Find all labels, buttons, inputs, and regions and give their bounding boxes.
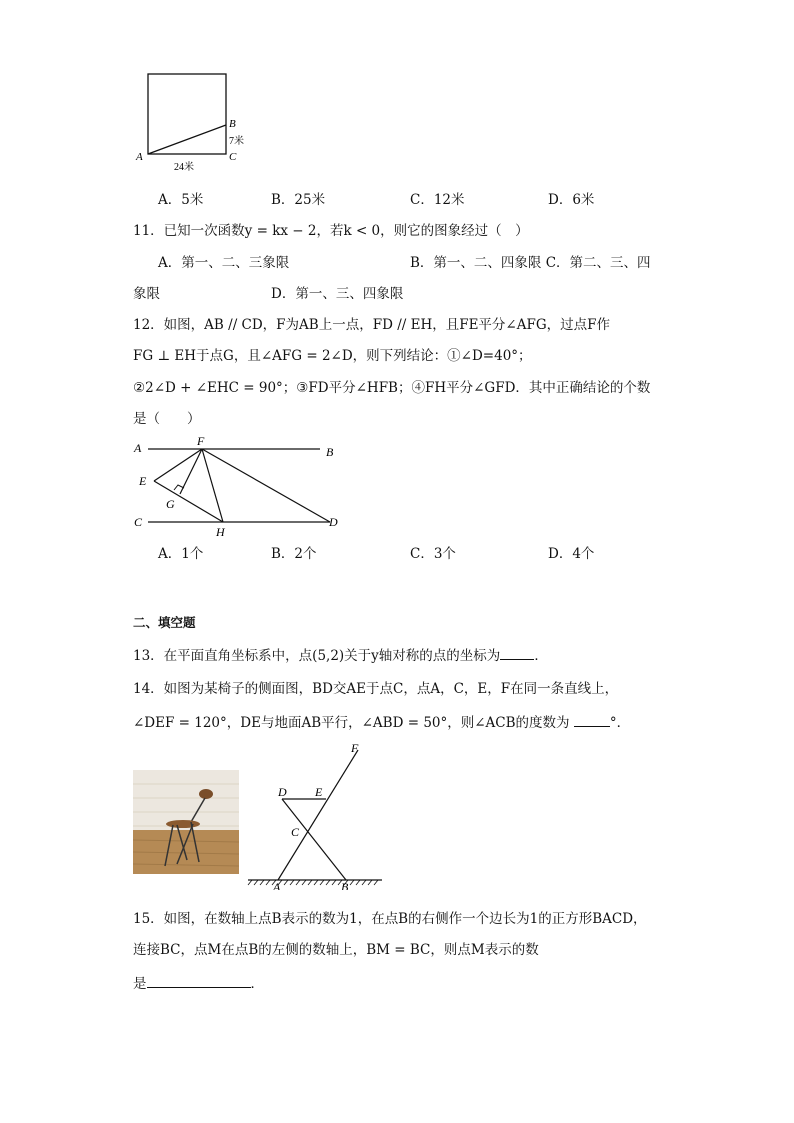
fig12-label-e: E bbox=[139, 474, 147, 488]
q12-option-a: A．1个 bbox=[158, 546, 204, 562]
fig12-label-h: H bbox=[216, 525, 225, 539]
section-fill-in: 二、填空题 bbox=[133, 615, 196, 630]
q15-text: 是 bbox=[133, 976, 147, 992]
q10-option-b: B．25米 bbox=[271, 192, 326, 208]
chair-photo bbox=[133, 770, 239, 874]
q14-figure bbox=[246, 740, 386, 890]
q12-option-b: B．2个 bbox=[271, 546, 317, 562]
q13-answer-blank[interactable] bbox=[500, 645, 534, 660]
q10-option-c: C．12米 bbox=[410, 192, 465, 208]
fig14-label-b: B bbox=[341, 880, 349, 890]
q14-line-1: 14．如图为某椅子的侧面图，BD交AE于点C，点A，C，E，F在同一条直线上， bbox=[133, 681, 619, 697]
fig14-label-e: E bbox=[315, 785, 323, 799]
q13-text: 13．在平面直角坐标系中，点(5,2)关于y轴对称的点的坐标为 bbox=[133, 648, 501, 664]
q11-option-c-cont: 象限 bbox=[133, 286, 160, 302]
q12-figure bbox=[130, 432, 350, 544]
q11-stem: 11．已知一次函数y = kx − 2，若k < 0，则它的图象经过（ ） bbox=[133, 223, 529, 239]
q10-option-a: A．5米 bbox=[158, 192, 204, 208]
q14-text: ∠DEF = 120°，DE与地面AB平行，∠ABD = 50°，则∠ACB的度数为 bbox=[133, 715, 574, 731]
q12-line-2: FG ⊥ EH于点G，且∠AFG = 2∠D，则下列结论：①∠D=40°； bbox=[133, 348, 532, 364]
q12-line-4: 是（ ） bbox=[133, 411, 201, 427]
q14-answer-blank[interactable] bbox=[574, 712, 610, 727]
fig14-label-c: C bbox=[291, 825, 300, 839]
fig12-label-b: B bbox=[326, 445, 334, 459]
fig14-label-f: F bbox=[351, 741, 359, 755]
fig12-label-f: F bbox=[197, 434, 205, 448]
q15-line-2: 连接BC，点M在点B的左侧的数轴上，BM = BC，则点M表示的数 bbox=[133, 942, 539, 958]
q12-option-c: C．3个 bbox=[410, 546, 456, 562]
fig12-label-d: D bbox=[329, 515, 338, 529]
q10-figure bbox=[130, 70, 250, 175]
q15-line-3 bbox=[133, 973, 264, 993]
q14-end: °． bbox=[609, 715, 631, 731]
fig10-label-bc: 7米 bbox=[229, 136, 244, 147]
fig10-label-c: C bbox=[229, 151, 237, 163]
q15-line-1: 15．如图，在数轴上点B表示的数为1，在点B的右侧作一个边长为1的正方形BACD， bbox=[133, 911, 647, 927]
fig14-label-a: A bbox=[273, 880, 281, 890]
fig12-label-a: A bbox=[134, 441, 142, 455]
q13-end: ． bbox=[534, 648, 548, 664]
fig10-label-a: A bbox=[136, 151, 143, 163]
fig10-label-b: B bbox=[229, 118, 236, 130]
q11-option-bc: B．第一、二、四象限 C．第二、三、四 bbox=[410, 255, 651, 271]
q12-line-3: ②2∠D + ∠EHC = 90°；③FD平分∠HFB；④FH平分∠GFD．其中正确结论的个数 bbox=[133, 380, 651, 396]
fig12-label-c: C bbox=[134, 515, 143, 529]
fig14-label-d: D bbox=[278, 785, 287, 799]
q11-option-d: D．第一、三、四象限 bbox=[271, 286, 404, 302]
q12-line-1: 12．如图，AB // CD，F为AB上一点，FD // EH，且FE平分∠AFG，过点F作 bbox=[133, 317, 611, 333]
fig12-label-g: G bbox=[166, 497, 175, 511]
q10-option-d: D．6米 bbox=[548, 192, 595, 208]
q11-option-a: A．第一、二、三象限 bbox=[158, 255, 290, 271]
q13-line bbox=[133, 645, 548, 665]
q14-line-2 bbox=[133, 712, 630, 732]
q15-end: ． bbox=[250, 976, 264, 992]
fig10-label-ac: 24米 bbox=[174, 162, 194, 173]
q15-answer-blank[interactable] bbox=[147, 973, 251, 988]
q12-option-d: D．4个 bbox=[548, 546, 595, 562]
